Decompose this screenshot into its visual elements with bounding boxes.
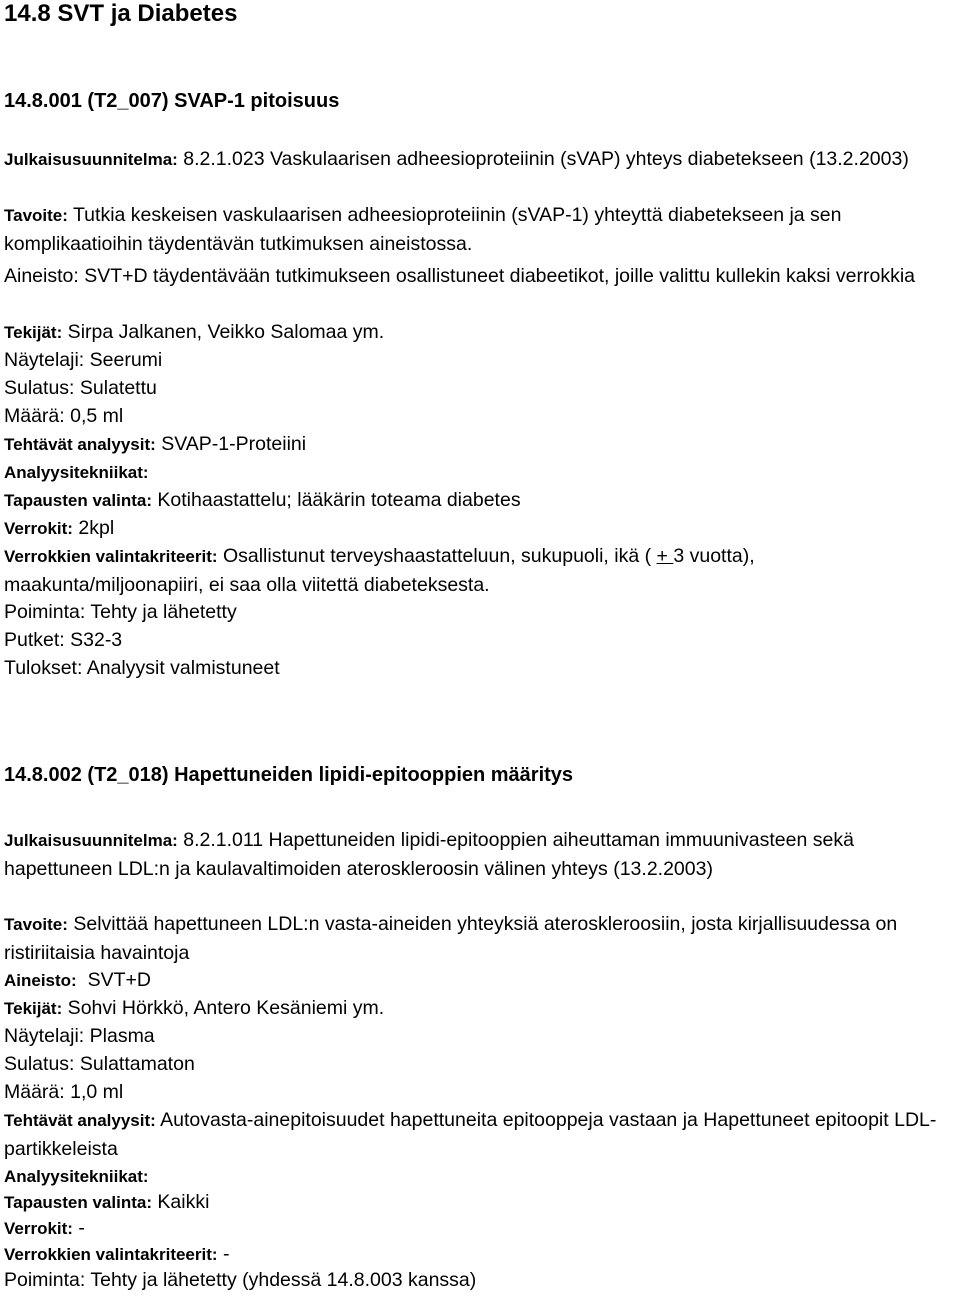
field-label: Tavoite: — [4, 206, 68, 225]
field-tapausten-valinta — [4, 486, 958, 515]
field-label: Sulatus: — [4, 1053, 75, 1075]
field-label: Verrokkien valintakriteerit: — [4, 1245, 218, 1264]
field-value: 0,5 ml — [64, 405, 124, 427]
field-maara — [4, 1078, 958, 1106]
field-value: SVAP-1-Proteiini — [155, 433, 307, 455]
field-analyysitekniikat — [4, 1162, 958, 1191]
field-aineisto — [4, 966, 958, 995]
field-value: Kotihaastattelu; lääkärin toteama diabetes — [152, 489, 521, 511]
field-label: Julkaisusuunnitelma: — [4, 831, 178, 850]
field-value: Tutkia keskeisen vaskulaarisen adheesioproteiinin (sVAP-1) yhteyttä diabetekseen ja sen komplikaatioihin täydentävän tutkimuksen aineistossa. — [4, 204, 847, 255]
field-naytelaji — [4, 1022, 958, 1050]
field-value: Analyysit valmistuneet — [82, 657, 280, 679]
field-tapausten-valinta — [4, 1188, 958, 1217]
field-label: Määrä: — [4, 1081, 65, 1103]
field-label: Verrokit: — [4, 1219, 73, 1238]
field-label: Tehtävät analyysit: — [4, 1111, 156, 1130]
field-sulatus — [4, 1050, 958, 1078]
field-tekijat — [4, 994, 958, 1023]
field-value: - — [217, 1243, 230, 1265]
field-value: Kaikki — [152, 1191, 210, 1213]
field-value: : Tehty ja lähetetty (yhdessä 14.8.003 kanssa) — [79, 1269, 477, 1291]
field-tulokset — [4, 654, 958, 682]
field-value: 3 vuotta), maakunta/miljoonapiiri, ei saa olla viitettä diabeteksesta. — [4, 545, 761, 596]
field-value: : Seerumi — [78, 349, 163, 371]
field-julkaisusuunnitelma — [4, 826, 958, 883]
field-value: Sulatettu — [74, 377, 157, 399]
field-label: Putket: — [4, 629, 65, 651]
field-label: Näytelaji — [4, 1025, 79, 1047]
field-label: Tapausten valinta: — [4, 491, 152, 510]
field-label: Analyysitekniikat: — [4, 1167, 149, 1186]
field-label: Tekijät: — [4, 323, 63, 342]
field-value: Autovasta-ainepitoisuudet hapettuneita epitooppeja vastaan ja Hapettuneet epitoopit LDL-partikkeleista — [4, 1109, 937, 1160]
field-tehtavat-analyysit — [4, 430, 958, 459]
field-label: Tulokset: — [4, 657, 83, 679]
field-label: Analyysitekniikat: — [4, 463, 149, 482]
plus-minus-symbol: + — [656, 545, 674, 567]
field-verrokit — [4, 514, 958, 543]
field-label: Julkaisusuunnitelma: — [4, 150, 178, 169]
field-value: 8.2.1.011 Hapettuneiden lipidi-epitooppien aiheuttaman immuunivasteen sekä hapettuneen LDL:n ja kaulavaltimoiden ateroskleroosin välinen yhteys (13.2.2003) — [4, 829, 860, 880]
field-tavoite — [4, 201, 958, 258]
field-verrokkien-valintakriteerit — [4, 542, 958, 599]
field-putket — [4, 626, 958, 654]
field-value: - — [72, 1217, 85, 1239]
field-label: Määrä: — [4, 405, 65, 427]
field-value: Sirpa Jalkanen, Veikko Salomaa ym. — [62, 321, 385, 343]
field-poiminta — [4, 1266, 958, 1294]
field-label: Tekijät: — [4, 999, 63, 1018]
field-label: Aineisto: — [4, 265, 79, 287]
field-label: Verrokit: — [4, 519, 73, 538]
field-label: Näytelaji — [4, 349, 79, 371]
field-label: Poiminta: — [4, 601, 86, 623]
field-tehtavat-analyysit — [4, 1106, 958, 1163]
field-analyysitekniikat — [4, 458, 958, 487]
field-value: Sohvi Hörkkö, Antero Kesäniemi ym. — [62, 997, 385, 1019]
field-julkaisusuunnitelma — [4, 145, 958, 174]
field-label: Poiminta — [4, 1269, 80, 1291]
field-value: 2kpl — [72, 517, 115, 539]
field-label: Verrokkien valintakriteerit: — [4, 547, 218, 566]
field-label: Tapausten valinta: — [4, 1193, 152, 1212]
chapter-title: 14.8 SVT ja Diabetes — [4, 0, 238, 27]
section-heading: 14.8.001 (T2_007) SVAP-1 pitoisuus — [4, 90, 340, 112]
field-naytelaji — [4, 346, 958, 374]
field-value: Osallistunut terveyshaastatteluun, sukupuoli, ikä ( — [217, 545, 657, 567]
field-value: : Plasma — [78, 1025, 155, 1047]
field-label: Tavoite: — [4, 915, 68, 934]
field-label: Sulatus: — [4, 377, 75, 399]
field-tekijat — [4, 318, 958, 347]
field-value: Sulattamaton — [74, 1053, 195, 1075]
field-verrokkien-valintakriteerit — [4, 1240, 958, 1269]
field-label: Tehtävät analyysit: — [4, 435, 156, 454]
section-heading: 14.8.002 (T2_018) Hapettuneiden lipidi-epitooppien määritys — [4, 764, 574, 786]
field-value: Tehty ja lähetetty — [85, 601, 237, 623]
field-value: 8.2.1.023 Vaskulaarisen adheesioproteiinin (sVAP) yhteys diabetekseen (13.2.2003) — [177, 148, 909, 170]
field-aineisto — [4, 262, 958, 290]
field-poiminta — [4, 598, 958, 626]
field-tavoite — [4, 910, 958, 967]
field-verrokit — [4, 1214, 958, 1243]
field-maara — [4, 402, 958, 430]
field-value: SVT+D — [76, 969, 151, 991]
field-label: Aineisto: — [4, 971, 77, 990]
field-sulatus — [4, 374, 958, 402]
field-value: Selvittää hapettuneen LDL:n vasta-aineiden yhteyksiä ateroskleroosiin, josta kirjallisuudessa on ristiriitaisia havaintoja — [4, 913, 903, 964]
field-value: S32-3 — [64, 629, 123, 651]
field-value: SVT+D täydentävään tutkimukseen osallistuneet diabeetikot, joille valittu kullekin kaksi verrokkia — [78, 265, 916, 287]
field-value: 1,0 ml — [64, 1081, 124, 1103]
